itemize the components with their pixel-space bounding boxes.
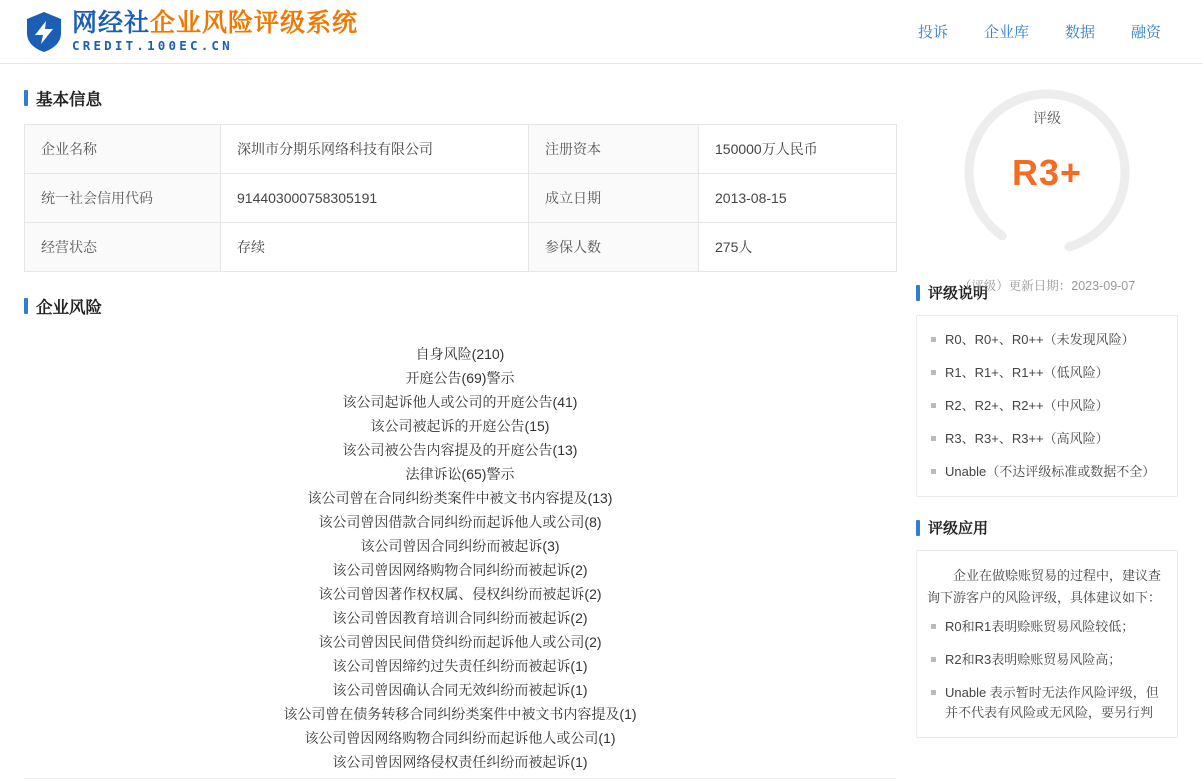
site-logo[interactable] xyxy=(24,10,358,54)
site-header xyxy=(0,0,1203,64)
rating-widget xyxy=(916,82,1178,293)
list-item[interactable]: 该公司曾因网络购物合同纠纷而起诉他人或公司(1) xyxy=(304,730,616,746)
list-item[interactable]: 该公司曾因著作权权属、侵权纠纷而被起诉(2) xyxy=(318,586,602,602)
list-item[interactable]: 该公司曾在债务转移合同纠纷类案件中被文书内容提及(1) xyxy=(283,706,637,722)
list-item: Unable（不达评级标准或数据不全） xyxy=(927,462,1163,482)
title-accent-bar xyxy=(24,298,28,314)
company-risk-title-text: 企业风险 xyxy=(36,299,102,317)
table-row xyxy=(25,174,897,223)
cell-label-established-date: 成立日期 xyxy=(529,174,699,223)
cell-label-credit-code: 统一社会信用代码 xyxy=(25,174,221,223)
cell-value-insured-count: 275人 xyxy=(699,223,897,272)
list-item[interactable]: 该公司曾因民间借贷纠纷而起诉他人或公司(2) xyxy=(318,634,602,650)
logo-product: 企业风险评级系统 xyxy=(150,8,359,38)
title-accent-bar xyxy=(916,520,920,536)
rating-desc-list xyxy=(927,330,1163,482)
cell-label-insured-count: 参保人数 xyxy=(529,223,699,272)
list-item[interactable]: 该公司曾在合同纠纷类案件中被文书内容提及(13) xyxy=(307,490,613,506)
logo-brand: 网经社 xyxy=(72,8,151,38)
logo-text xyxy=(72,10,358,53)
list-item[interactable]: 该公司曾因教育培训合同纠纷而被起诉(2) xyxy=(332,610,588,626)
company-risk-title xyxy=(24,294,896,318)
list-item[interactable]: 该公司曾因网络侵权责任纠纷而被起诉(1) xyxy=(332,754,588,770)
list-item[interactable]: 该公司曾因借款合同纠纷而起诉他人或公司(8) xyxy=(318,514,602,530)
rating-desc-panel xyxy=(916,315,1178,497)
cell-label-company-name: 企业名称 xyxy=(25,125,221,174)
page-body xyxy=(0,64,1203,779)
nav-item-financing[interactable]: 融资 xyxy=(1130,24,1161,41)
rating-apply-title xyxy=(916,517,1178,538)
cell-value-operating-status: 存续 xyxy=(221,223,529,272)
list-item[interactable]: 该公司曾因确认合同无效纠纷而被起诉(1) xyxy=(332,682,588,698)
table-row xyxy=(25,223,897,272)
cell-value-established-date: 2013-08-15 xyxy=(699,174,897,223)
rating-value: R3+ xyxy=(1011,152,1083,193)
basic-info-title-text: 基本信息 xyxy=(36,91,102,109)
basic-info-table xyxy=(24,124,897,272)
list-item[interactable]: 该公司曾因缔约过失责任纠纷而被起诉(1) xyxy=(332,658,588,674)
list-item: R2、R2+、R2++（中风险） xyxy=(927,396,1163,416)
list-item[interactable]: 自身风险(210) xyxy=(415,346,505,362)
rating-apply-panel xyxy=(916,550,1178,738)
main-nav xyxy=(918,21,1179,42)
nav-item-company-db[interactable]: 企业库 xyxy=(983,24,1029,41)
rating-apply-intro-wrap xyxy=(927,565,1163,609)
rating-apply-list xyxy=(927,617,1163,723)
list-item: Unable 表示暂时无法作风险评级，但并不代表有风险或无风险，要另行判 xyxy=(927,683,1163,723)
list-item: R2和R3表明赊账贸易风险高； xyxy=(927,650,1163,670)
nav-item-data[interactable]: 数据 xyxy=(1064,24,1095,41)
cell-value-credit-code: 914403000758305191 xyxy=(221,174,529,223)
cell-label-operating-status: 经营状态 xyxy=(25,223,221,272)
nav-item-complaint[interactable]: 投诉 xyxy=(917,24,948,41)
risk-list xyxy=(24,332,896,776)
rating-update-date: （评级）更新日期：2023-09-07 xyxy=(958,279,1136,293)
shield-icon xyxy=(24,10,64,54)
cell-value-company-name: 深圳市分期乐网络科技有限公司 xyxy=(221,125,529,174)
cell-value-registered-capital: 150000万人民币 xyxy=(699,125,897,174)
rating-label: 评级 xyxy=(1033,110,1061,126)
table-row xyxy=(25,125,897,174)
basic-info-title xyxy=(24,86,896,110)
rating-desc-title-text: 评级说明 xyxy=(928,285,989,302)
cell-label-registered-capital: 注册资本 xyxy=(529,125,699,174)
side-column xyxy=(916,64,1178,779)
rating-apply-intro: 企业在做赊账贸易的过程中，建议查询下游客户的风险评级，具体建议如下： xyxy=(927,568,1162,605)
list-item[interactable]: 开庭公告(69)警示 xyxy=(405,370,515,386)
list-item: R3、R3+、R3++（高风险） xyxy=(927,429,1163,449)
list-item: R0、R0+、R0++（未发现风险） xyxy=(927,330,1163,350)
list-item[interactable]: 该公司被起诉的开庭公告(15) xyxy=(370,418,550,434)
list-item[interactable]: 该公司曾因合同纠纷而被起诉(3) xyxy=(360,538,560,554)
rating-ring xyxy=(957,82,1137,262)
list-item[interactable]: 该公司起诉他人或公司的开庭公告(41) xyxy=(342,394,578,410)
rating-apply-title-text: 评级应用 xyxy=(928,520,989,537)
list-item: R1、R1+、R1++（低风险） xyxy=(927,363,1163,383)
company-risk-panel xyxy=(24,332,896,779)
list-item[interactable]: 该公司被公告内容提及的开庭公告(13) xyxy=(342,442,578,458)
logo-domain: CREDIT.100EC.CN xyxy=(72,38,233,54)
main-column xyxy=(24,64,896,779)
list-item[interactable]: 该公司曾因网络购物合同纠纷而被起诉(2) xyxy=(332,562,588,578)
list-item[interactable]: 法律诉讼(65)警示 xyxy=(405,466,515,482)
list-item: R0和R1表明赊账贸易风险较低； xyxy=(927,617,1163,637)
title-accent-bar xyxy=(24,90,28,106)
